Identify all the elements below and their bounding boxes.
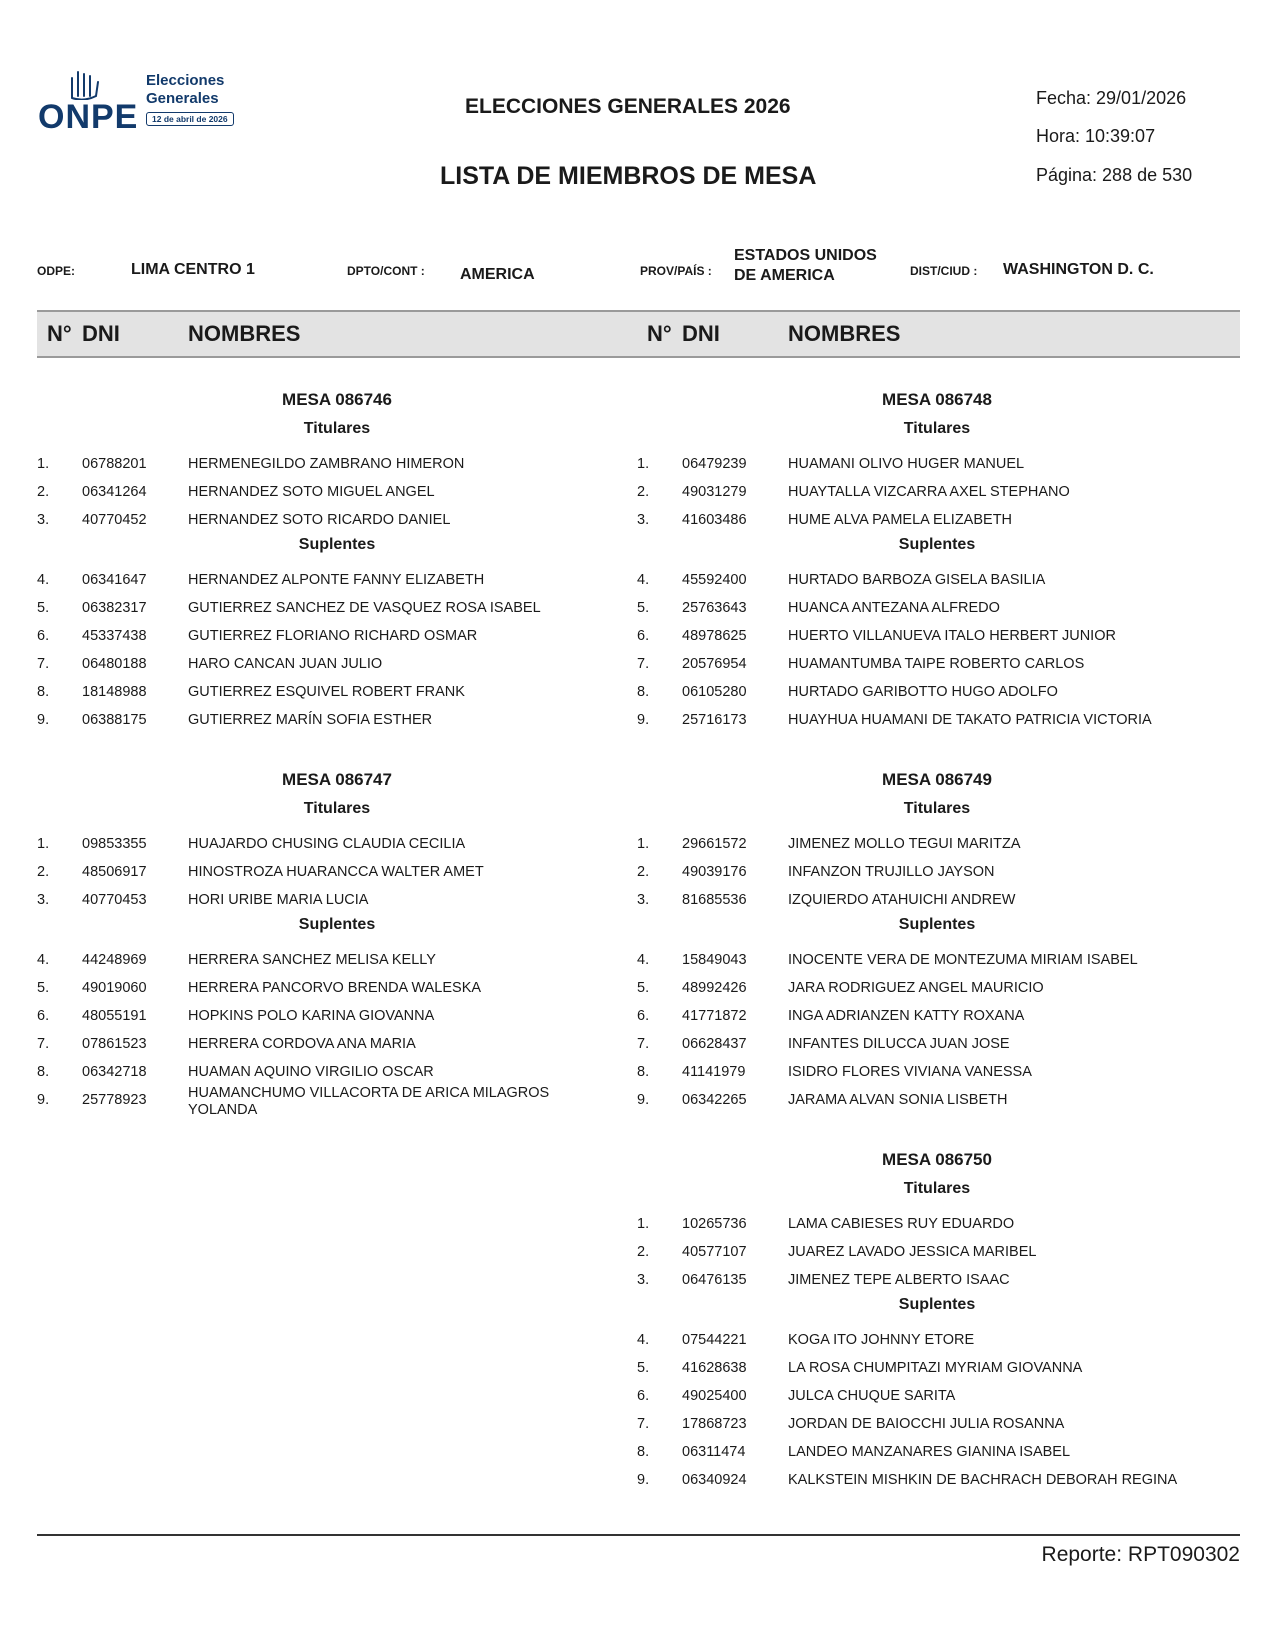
- suplentes-heading: Suplentes: [298, 916, 376, 933]
- member-dni: 48978625: [682, 628, 747, 644]
- suplentes-heading: Suplentes: [298, 536, 376, 553]
- member-name: HUAYTALLA VIZCARRA AXEL STEPHANO: [788, 484, 1070, 500]
- col-dni-left: DNI: [82, 321, 120, 346]
- member-number: 2.: [37, 484, 50, 500]
- member-dni: 25778923: [82, 1092, 147, 1108]
- member-name: GUTIERREZ ESQUIVEL ROBERT FRANK: [188, 684, 465, 700]
- member-number: 1.: [637, 836, 650, 852]
- member-number: 9.: [37, 1092, 50, 1108]
- member-dni: 06479239: [682, 456, 747, 472]
- member-name: HERNANDEZ SOTO RICARDO DANIEL: [188, 512, 451, 528]
- member-name: HUME ALVA PAMELA ELIZABETH: [788, 512, 1013, 528]
- logo-line-1: Elecciones: [146, 72, 225, 89]
- dpto-label: DPTO/CONT :: [347, 264, 425, 278]
- member-name: JARAMA ALVAN SONIA LISBETH: [788, 1092, 1008, 1108]
- member-number: 8.: [37, 1064, 50, 1080]
- member-dni: 06342265: [682, 1092, 747, 1108]
- member-number: 5.: [37, 980, 50, 996]
- member-name: KOGA ITO JOHNNY ETORE: [788, 1332, 975, 1348]
- member-dni: 81685536: [682, 892, 747, 908]
- member-dni: 06340924: [682, 1472, 747, 1488]
- member-row: [637, 1438, 1237, 1466]
- logo-date-badge: 12 de abril de 2026: [146, 112, 234, 126]
- member-number: 9.: [37, 712, 50, 728]
- suplentes-heading: Suplentes: [898, 916, 976, 933]
- member-row: [637, 1354, 1237, 1382]
- member-number: 5.: [637, 600, 650, 616]
- member-name: HERMENEGILDO ZAMBRANO HIMERON: [188, 456, 465, 472]
- member-row: [637, 1058, 1237, 1086]
- member-row: [37, 1002, 637, 1030]
- member-number: 7.: [37, 656, 50, 672]
- member-name: IZQUIERDO ATAHUICHI ANDREW: [788, 892, 1016, 908]
- suplentes-heading: Suplentes: [898, 1296, 976, 1313]
- member-name: JARA RODRIGUEZ ANGEL MAURICIO: [788, 980, 1044, 996]
- member-name: HURTADO BARBOZA GISELA BASILIA: [788, 572, 1046, 588]
- member-row: [37, 706, 637, 734]
- member-number: 3.: [637, 512, 650, 528]
- member-number: 9.: [637, 712, 650, 728]
- col-nombres-left: NOMBRES: [188, 321, 301, 346]
- member-name: HUANCA ANTEZANA ALFREDO: [788, 600, 1000, 616]
- member-name: HERRERA SANCHEZ MELISA KELLY: [188, 952, 436, 968]
- member-row: [637, 594, 1237, 622]
- member-row: [37, 450, 637, 478]
- member-number: 6.: [637, 1008, 650, 1024]
- member-name: JIMENEZ MOLLO TEGUI MARITZA: [788, 836, 1021, 852]
- logo-line-2: Generales: [146, 90, 219, 107]
- column-header-bar: [37, 310, 1240, 358]
- member-number: 2.: [637, 1244, 650, 1260]
- member-dni: 17868723: [682, 1416, 747, 1432]
- member-dni: 06788201: [82, 456, 147, 472]
- member-dni: 18148988: [82, 684, 147, 700]
- col-num-left: N°: [47, 321, 72, 346]
- member-number: 4.: [637, 952, 650, 968]
- document-subtitle: LISTA DE MIEMBROS DE MESA: [440, 162, 817, 190]
- dist-label: DIST/CIUD :: [910, 264, 978, 278]
- member-number: 7.: [637, 1036, 650, 1052]
- member-number: 3.: [37, 892, 50, 908]
- member-dni: 10265736: [682, 1216, 747, 1232]
- member-name: HERNANDEZ ALPONTE FANNY ELIZABETH: [188, 572, 485, 588]
- member-number: 8.: [637, 1444, 650, 1460]
- member-number: 2.: [637, 484, 650, 500]
- member-row: [37, 622, 637, 650]
- member-row: [637, 858, 1237, 886]
- prov-value-line-2: DE AMERICA: [734, 267, 835, 284]
- member-name: HUAJARDO CHUSING CLAUDIA CECILIA: [188, 836, 466, 852]
- col-num-right: N°: [647, 321, 672, 346]
- member-dni: 15849043: [682, 952, 747, 968]
- member-row: [37, 678, 637, 706]
- member-number: 4.: [637, 1332, 650, 1348]
- titulares-heading: Titulares: [903, 800, 971, 817]
- mesa-block: [37, 770, 637, 1118]
- member-name: JUAREZ LAVADO JESSICA MARIBEL: [788, 1244, 1037, 1260]
- member-name: INGA ADRIANZEN KATTY ROXANA: [788, 1008, 1025, 1024]
- member-number: 3.: [637, 892, 650, 908]
- prov-value-line-1: ESTADOS UNIDOS: [734, 247, 877, 264]
- member-number: 8.: [637, 684, 650, 700]
- member-number: 8.: [637, 1064, 650, 1080]
- member-number: 1.: [37, 836, 50, 852]
- mesa-title: MESA 086746: [282, 390, 392, 409]
- left-column: [37, 390, 637, 1150]
- member-row: [637, 650, 1237, 678]
- member-name: HUAMANCHUMO VILLACORTA DE ARICA MILAGROS YOLANDA: [188, 1085, 550, 1118]
- member-row: [37, 858, 637, 886]
- member-dni: 48055191: [82, 1008, 147, 1024]
- member-name: GUTIERREZ SANCHEZ DE VASQUEZ ROSA ISABEL: [188, 600, 541, 616]
- dist-value: WASHINGTON D. C.: [1003, 261, 1154, 278]
- member-name: HORI URIBE MARIA LUCIA: [188, 892, 369, 908]
- member-row: [637, 1266, 1237, 1294]
- member-name: ISIDRO FLORES VIVIANA VANESSA: [788, 1064, 1032, 1080]
- suplentes-heading: Suplentes: [898, 536, 976, 553]
- member-name: KALKSTEIN MISHKIN DE BACHRACH DEBORAH REGINA: [788, 1472, 1178, 1488]
- member-name: HARO CANCAN JUAN JULIO: [188, 656, 383, 672]
- member-row: [637, 706, 1237, 734]
- logo-word: ONPE: [38, 98, 139, 136]
- member-name: HUERTO VILLANUEVA ITALO HERBERT JUNIOR: [788, 628, 1116, 644]
- mesa-title: MESA 086748: [882, 390, 992, 409]
- member-row: [37, 1085, 637, 1118]
- member-row: [637, 678, 1237, 706]
- member-dni: 40770452: [82, 512, 147, 528]
- member-row: [637, 1086, 1237, 1114]
- member-dni: 25716173: [682, 712, 747, 728]
- member-dni: 45592400: [682, 572, 747, 588]
- member-number: 7.: [37, 1036, 50, 1052]
- member-dni: 40577107: [682, 1244, 747, 1260]
- member-number: 5.: [37, 600, 50, 616]
- member-name: GUTIERREZ MARÍN SOFIA ESTHER: [188, 712, 433, 728]
- member-number: 1.: [637, 1216, 650, 1232]
- member-dni: 07861523: [82, 1036, 147, 1052]
- member-row: [37, 506, 637, 534]
- member-number: 6.: [37, 628, 50, 644]
- member-number: 6.: [37, 1008, 50, 1024]
- member-name: HUAMANTUMBA TAIPE ROBERTO CARLOS: [788, 656, 1085, 672]
- member-dni: 48992426: [682, 980, 747, 996]
- member-row: [637, 622, 1237, 650]
- member-number: 6.: [637, 1388, 650, 1404]
- member-number: 7.: [637, 1416, 650, 1432]
- member-row: [637, 1030, 1237, 1058]
- member-dni: 48506917: [82, 864, 147, 880]
- mesa-block: [637, 1150, 1237, 1494]
- member-number: 3.: [637, 1272, 650, 1288]
- member-name: HUAMANI OLIVO HUGER MANUEL: [788, 456, 1025, 472]
- member-row: [37, 478, 637, 506]
- member-name: JORDAN DE BAIOCCHI JULIA ROSANNA: [788, 1416, 1065, 1432]
- mesa-block: [637, 770, 1237, 1114]
- member-row: [637, 886, 1237, 914]
- dpto-value: AMERICA: [460, 266, 535, 283]
- member-row: [637, 1382, 1237, 1410]
- report-code: Reporte: RPT090302: [1041, 1543, 1240, 1566]
- date-field: Fecha: 29/01/2026: [1036, 88, 1187, 108]
- titulares-heading: Titulares: [303, 420, 371, 437]
- odpe-value: LIMA CENTRO 1: [131, 261, 255, 278]
- titulares-heading: Titulares: [903, 420, 971, 437]
- member-dni: 49019060: [82, 980, 147, 996]
- member-dni: 09853355: [82, 836, 147, 852]
- member-number: 3.: [37, 512, 50, 528]
- member-name: INOCENTE VERA DE MONTEZUMA MIRIAM ISABEL: [788, 952, 1138, 968]
- voting-hand-icon: [68, 70, 104, 100]
- member-dni: 20576954: [682, 656, 747, 672]
- member-name: HURTADO GARIBOTTO HUGO ADOLFO: [788, 684, 1058, 700]
- member-dni: 06341264: [82, 484, 147, 500]
- member-name: HERRERA CORDOVA ANA MARIA: [188, 1036, 416, 1052]
- right-column: [637, 390, 1237, 1530]
- member-row: [37, 594, 637, 622]
- footer-divider: [37, 1534, 1240, 1536]
- member-row: [37, 974, 637, 1002]
- odpe-label: ODPE:: [37, 264, 76, 278]
- member-row: [637, 1002, 1237, 1030]
- member-number: 1.: [637, 456, 650, 472]
- member-number: 4.: [37, 572, 50, 588]
- member-number: 9.: [637, 1092, 650, 1108]
- member-number: 7.: [637, 656, 650, 672]
- member-number: 2.: [637, 864, 650, 880]
- member-name: INFANZON TRUJILLO JAYSON: [788, 864, 995, 880]
- member-row: [637, 566, 1237, 594]
- member-name: JULCA CHUQUE SARITA: [788, 1388, 956, 1404]
- member-dni: 06382317: [82, 600, 147, 616]
- member-row: [637, 478, 1237, 506]
- onpe-logo: [38, 70, 248, 136]
- member-row: [637, 974, 1237, 1002]
- member-row: [37, 1058, 637, 1086]
- member-row: [37, 650, 637, 678]
- member-number: 9.: [637, 1472, 650, 1488]
- member-dni: 06105280: [682, 684, 747, 700]
- member-name: HERNANDEZ SOTO MIGUEL ANGEL: [188, 484, 435, 500]
- member-dni: 29661572: [682, 836, 747, 852]
- mesa-block: [37, 390, 637, 734]
- member-dni: 45337438: [82, 628, 147, 644]
- member-row: [37, 946, 637, 974]
- member-name: LANDEO MANZANARES GIANINA ISABEL: [788, 1444, 1071, 1460]
- member-dni: 41771872: [682, 1008, 747, 1024]
- prov-label: PROV/PAÍS :: [640, 264, 712, 278]
- member-row: [637, 1238, 1237, 1266]
- member-name: INFANTES DILUCCA JUAN JOSE: [788, 1036, 1010, 1052]
- member-dni: 49025400: [682, 1388, 747, 1404]
- member-row: [637, 1326, 1237, 1354]
- member-name: LAMA CABIESES RUY EDUARDO: [788, 1216, 1015, 1232]
- member-dni: 25763643: [682, 600, 747, 616]
- mesa-block: [637, 390, 1237, 734]
- member-name: HUAMAN AQUINO VIRGILIO OSCAR: [188, 1064, 434, 1080]
- member-dni: 41141979: [682, 1064, 746, 1080]
- member-name: HUAYHUA HUAMANI DE TAKATO PATRICIA VICTORIA: [788, 712, 1152, 728]
- member-number: 8.: [37, 684, 50, 700]
- member-dni: 06480188: [82, 656, 147, 672]
- member-dni: 49031279: [682, 484, 747, 500]
- member-name: JIMENEZ TEPE ALBERTO ISAAC: [788, 1272, 1010, 1288]
- time-field: Hora: 10:39:07: [1036, 126, 1156, 146]
- member-row: [637, 1210, 1237, 1238]
- member-row: [637, 506, 1237, 534]
- member-dni: 06342718: [82, 1064, 147, 1080]
- member-dni: 07544221: [682, 1332, 747, 1348]
- member-dni: 44248969: [82, 952, 147, 968]
- col-nombres-right: NOMBRES: [788, 321, 901, 346]
- titulares-heading: Titulares: [303, 800, 371, 817]
- member-row: [37, 1030, 637, 1058]
- mesa-title: MESA 086749: [882, 770, 992, 789]
- member-row: [637, 1410, 1237, 1438]
- member-row: [637, 450, 1237, 478]
- member-row: [37, 886, 637, 914]
- document-title: ELECCIONES GENERALES 2026: [465, 95, 791, 118]
- member-name: HERRERA PANCORVO BRENDA WALESKA: [188, 980, 482, 996]
- page-number: Página: 288 de 530: [1036, 165, 1193, 185]
- member-number: 5.: [637, 1360, 650, 1376]
- member-number: 4.: [37, 952, 50, 968]
- member-row: [637, 1466, 1237, 1494]
- member-number: 6.: [637, 628, 650, 644]
- member-dni: 41628638: [682, 1360, 747, 1376]
- member-number: 2.: [37, 864, 50, 880]
- member-dni: 06476135: [682, 1272, 747, 1288]
- member-number: 5.: [637, 980, 650, 996]
- mesa-title: MESA 086750: [882, 1150, 992, 1169]
- member-dni: 41603486: [682, 512, 747, 528]
- member-name: GUTIERREZ FLORIANO RICHARD OSMAR: [188, 628, 478, 644]
- member-name: HINOSTROZA HUARANCCA WALTER AMET: [188, 864, 484, 880]
- member-dni: 06628437: [682, 1036, 747, 1052]
- member-name: HOPKINS POLO KARINA GIOVANNA: [188, 1008, 435, 1024]
- mesa-title: MESA 086747: [282, 770, 392, 789]
- member-dni: 06341647: [82, 572, 147, 588]
- member-row: [37, 830, 637, 858]
- member-row: [637, 946, 1237, 974]
- member-dni: 06311474: [682, 1444, 746, 1460]
- member-dni: 40770453: [82, 892, 147, 908]
- member-row: [37, 566, 637, 594]
- member-name: LA ROSA CHUMPITAZI MYRIAM GIOVANNA: [788, 1360, 1083, 1376]
- titulares-heading: Titulares: [903, 1180, 971, 1197]
- member-number: 4.: [637, 572, 650, 588]
- member-row: [637, 830, 1237, 858]
- member-number: 1.: [37, 456, 50, 472]
- member-dni: 49039176: [682, 864, 747, 880]
- col-dni-right: DNI: [682, 321, 720, 346]
- member-dni: 06388175: [82, 712, 147, 728]
